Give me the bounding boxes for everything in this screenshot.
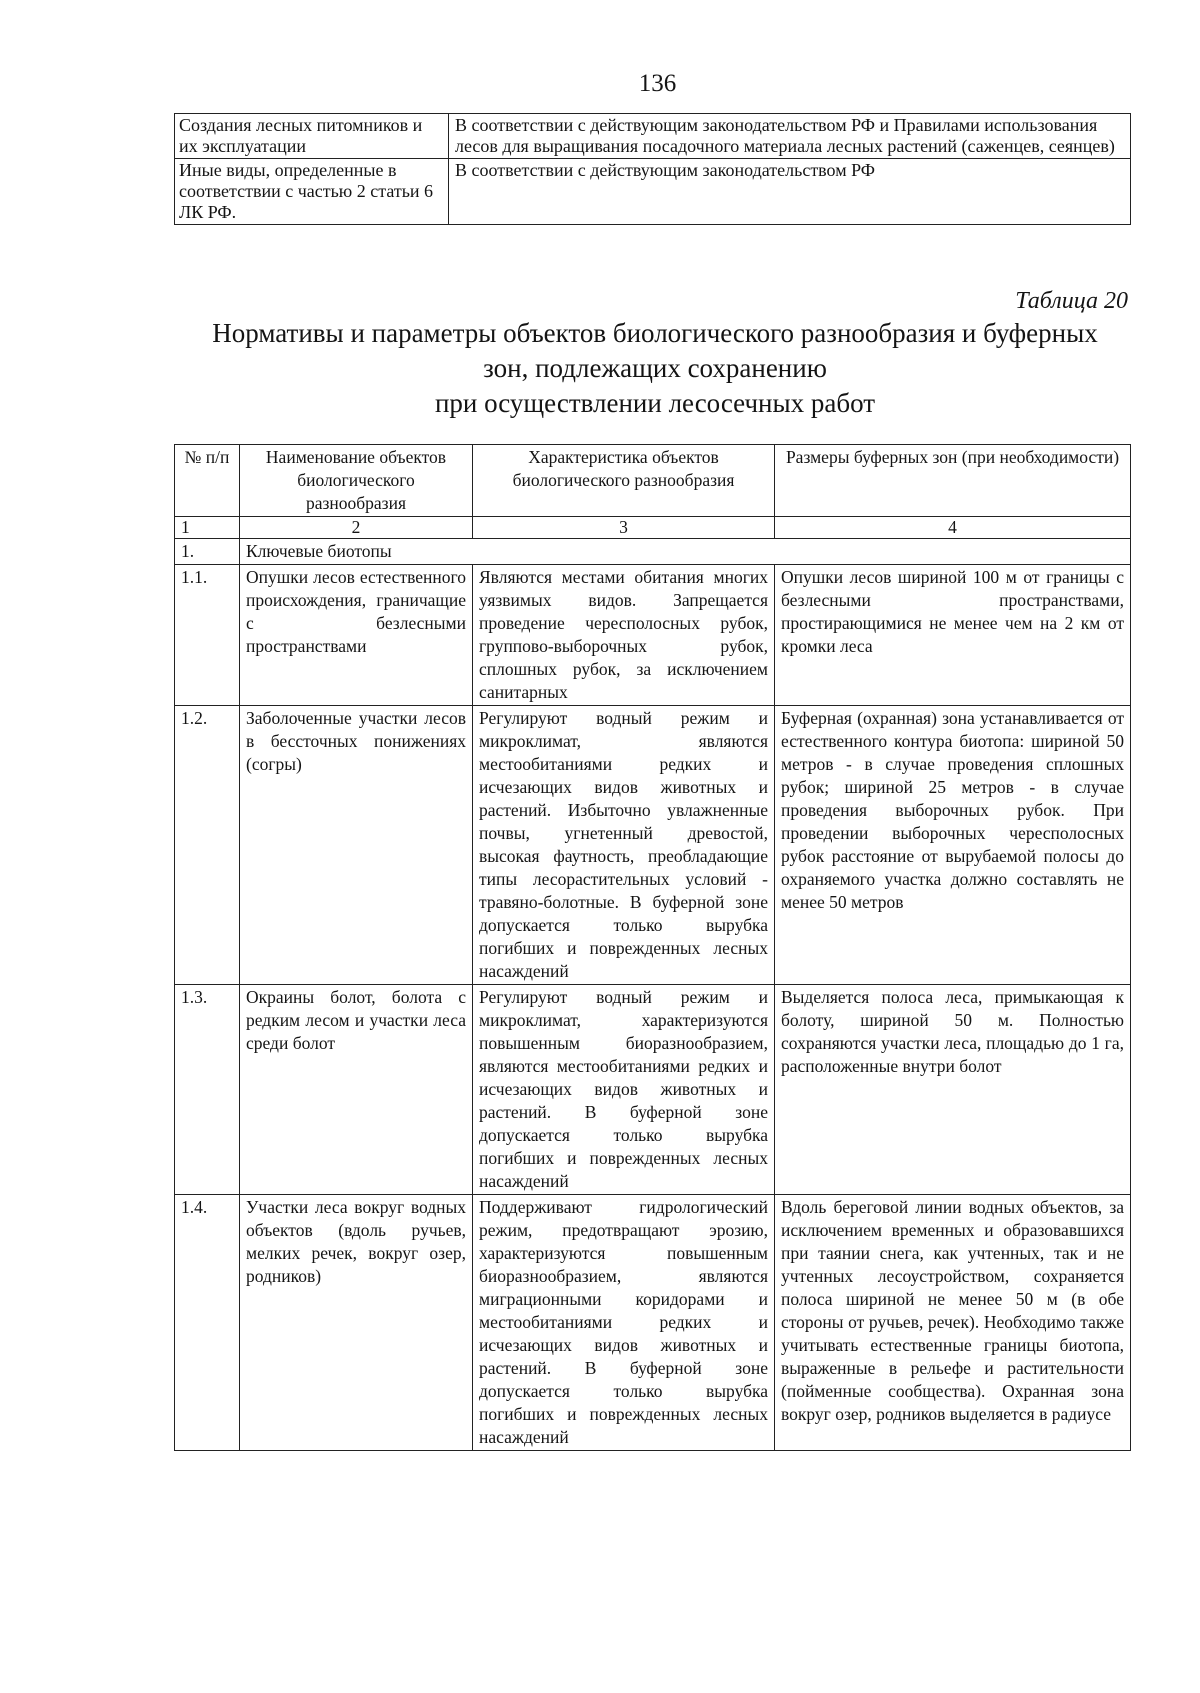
- use-type-cell: Создания лесных питомников и их эксплуатации: [175, 114, 449, 159]
- table-title-line: Нормативы и параметры объектов биологического разнообразия и буферных: [212, 318, 1098, 348]
- table-title: [170, 316, 1140, 421]
- table-label: Таблица 20: [1015, 288, 1128, 314]
- object-name-cell: Заболоченные участки лесов в бессточных понижениях (согры): [240, 706, 473, 985]
- column-number: 2: [240, 517, 473, 539]
- column-number: 1: [175, 517, 240, 539]
- table-row: [175, 985, 1131, 1195]
- characteristics-cell: Регулируют водный режим и микроклимат, являются местообитаниями редких и исчезающих видов животных и растений. Избыточно увлажненные почвы, угнетенный древостой, высокая фаутность, преобладающие типы лесорастительных условий - травяно-болотные. В буферной зоне допускается только вырубка погибших и поврежденных лесных насаждений: [473, 706, 775, 985]
- object-name-cell: Участки леса вокруг водных объектов (вдоль ручьев, мелких речек, вокруг озер, родников): [240, 1195, 473, 1451]
- use-conditions-cell: В соответствии с действующим законодательством РФ и Правилами использования лесов для выращивания посадочного материала лесных растений (саженцев, сеянцев): [449, 114, 1131, 159]
- column-number-row: [175, 517, 1131, 539]
- header-number: № п/п: [175, 445, 240, 517]
- table-row: [175, 114, 1131, 159]
- header-buffer-zone: Размеры буферных зон (при необходимости): [775, 445, 1131, 517]
- use-conditions-cell: В соответствии с действующим законодательством РФ: [449, 159, 1131, 225]
- table-title-line: зон, подлежащих сохранению: [483, 353, 827, 383]
- row-number: 1.3.: [175, 985, 240, 1195]
- header-characteristics: Характеристика объектов биологического разнообразия: [473, 445, 775, 517]
- buffer-zone-cell: Выделяется полоса леса, примыкающая к болоту, шириной 50 м. Полностью сохраняются участки леса, площадью до 1 га, расположенные внутри болот: [775, 985, 1131, 1195]
- column-number: 3: [473, 517, 775, 539]
- row-number: 1.2.: [175, 706, 240, 985]
- page-number: 136: [638, 70, 677, 97]
- object-name-cell: Окраины болот, болота с редким лесом и участки леса среди болот: [240, 985, 473, 1195]
- characteristics-cell: Регулируют водный режим и микроклимат, характеризуются повышенным биоразнообразием, являются местообитаниями редких и исчезающих видов животных и растений. В буферной зоне допускается только вырубка погибших и поврежденных лесных насаждений: [473, 985, 775, 1195]
- table-row: [175, 159, 1131, 225]
- use-type-cell: Иные виды, определенные в соответствии с частью 2 статьи 6 ЛК РФ.: [175, 159, 449, 225]
- object-name-cell: Опушки лесов естественного происхождения, граничащие с безлесными пространствами: [240, 565, 473, 706]
- buffer-zone-cell: Вдоль береговой линии водных объектов, за исключением временных и образовавшихся при таянии снега, как учтенных, так и не учтенных лесоустройством, сохраняется полоса шириной не менее 50 м (в обе стороны от ручьев, речек). Необходимо также учитывать естественные границы биотопа, выраженные в рельефе и растительности (пойменные сообщества). Охранная зона вокруг озер, родников выделяется в радиусе: [775, 1195, 1131, 1451]
- section-row: [175, 539, 1131, 565]
- forest-use-table: [174, 113, 1131, 225]
- section-label: Ключевые биотопы: [240, 539, 1131, 565]
- row-number: 1.4.: [175, 1195, 240, 1451]
- header-object-name: Наименование объектов биологического разнообразия: [240, 445, 473, 517]
- table-row: [175, 1195, 1131, 1451]
- characteristics-cell: Являются местами обитания многих уязвимых видов. Запрещается проведение чересполосных рубок, группово-выборочных рубок, сплошных рубок, за исключением санитарных: [473, 565, 775, 706]
- table-header-row: [175, 445, 1131, 517]
- table-row: [175, 565, 1131, 706]
- buffer-zone-cell: Буферная (охранная) зона устанавливается от естественного контура биотопа: шириной 50 метров - в случае проведения сплошных рубок; шириной 25 метров - в случае проведения выборочных рубок. При проведении выборочных чересполосных рубок расстояние от вырубаемой полосы до охраняемого участка должно составлять не менее 50 метров: [775, 706, 1131, 985]
- table-row: [175, 706, 1131, 985]
- buffer-zone-cell: Опушки лесов шириной 100 м от границы с безлесными пространствами, простирающимися не менее чем на 2 км от кромки леса: [775, 565, 1131, 706]
- section-number: 1.: [175, 539, 240, 565]
- row-number: 1.1.: [175, 565, 240, 706]
- biodiversity-table: [174, 444, 1131, 1451]
- characteristics-cell: Поддерживают гидрологический режим, предотвращают эрозию, характеризуются повышенным биоразнообразием, являются миграционными коридорами и местообитаниями редких и исчезающих видов животных и растений. В буферной зоне допускается только вырубка погибших и поврежденных лесных насаждений: [473, 1195, 775, 1451]
- column-number: 4: [775, 517, 1131, 539]
- table-title-line: при осуществлении лесосечных работ: [434, 388, 876, 418]
